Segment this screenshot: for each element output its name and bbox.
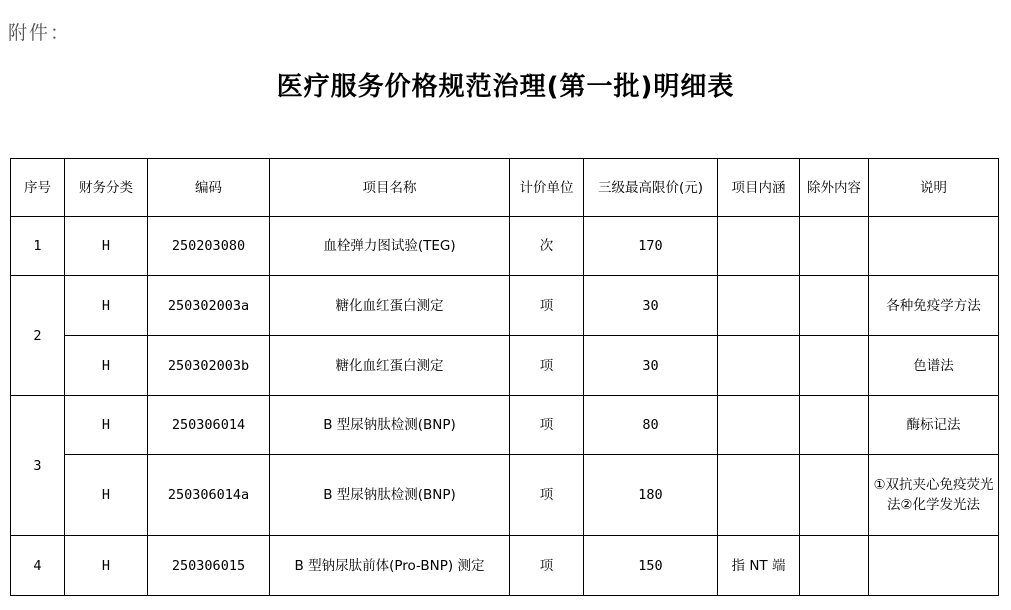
cell-exclusion	[800, 536, 869, 596]
cell-name: B 型尿钠肽检测(BNP)	[270, 396, 510, 455]
cell-category: H	[65, 536, 148, 596]
cell-note: 色谱法	[869, 336, 999, 396]
cell-exclusion	[800, 276, 869, 336]
cell-unit: 次	[510, 217, 584, 276]
cell-exclusion	[800, 217, 869, 276]
cell-code: 250203080	[148, 217, 270, 276]
header-connotation: 项目内涵	[718, 159, 800, 217]
cell-code: 250306014	[148, 396, 270, 455]
header-category: 财务分类	[65, 159, 148, 217]
cell-price: 150	[584, 536, 718, 596]
cell-name: B 型尿钠肽检测(BNP)	[270, 455, 510, 536]
header-seq: 序号	[11, 159, 65, 217]
cell-name: 糖化血红蛋白测定	[270, 336, 510, 396]
cell-note	[869, 536, 999, 596]
cell-category: H	[65, 455, 148, 536]
cell-name: 血栓弹力图试验(TEG)	[270, 217, 510, 276]
cell-unit: 项	[510, 276, 584, 336]
table-row	[11, 536, 999, 596]
cell-category: H	[65, 276, 148, 336]
cell-seq: 3	[11, 396, 65, 536]
annex-label: 附件：	[8, 22, 72, 44]
header-name: 项目名称	[270, 159, 510, 217]
cell-connotation	[718, 217, 800, 276]
table-row	[11, 217, 999, 276]
cell-unit: 项	[510, 536, 584, 596]
header-code: 编码	[148, 159, 270, 217]
cell-category: H	[65, 396, 148, 455]
cell-price: 80	[584, 396, 718, 455]
cell-code: 250302003a	[148, 276, 270, 336]
table-row	[11, 276, 999, 336]
cell-connotation	[718, 336, 800, 396]
document-title: 医疗服务价格规范治理(第一批)明细表	[276, 72, 735, 102]
cell-connotation	[718, 396, 800, 455]
cell-code: 250306015	[148, 536, 270, 596]
cell-exclusion	[800, 396, 869, 455]
cell-seq: 2	[11, 276, 65, 396]
header-note: 说明	[869, 159, 999, 217]
cell-price: 30	[584, 336, 718, 396]
cell-seq: 1	[11, 217, 65, 276]
cell-note: ①双抗夹心免疫荧光法②化学发光法	[869, 455, 999, 536]
header-unit: 计价单位	[510, 159, 584, 217]
cell-name: B 型钠尿肽前体(Pro-BNP) 测定	[270, 536, 510, 596]
header-exclusion: 除外内容	[800, 159, 869, 217]
table-row	[11, 396, 999, 455]
cell-name: 糖化血红蛋白测定	[270, 276, 510, 336]
cell-connotation	[718, 455, 800, 536]
cell-unit: 项	[510, 396, 584, 455]
cell-category: H	[65, 217, 148, 276]
cell-code: 250302003b	[148, 336, 270, 396]
table-header-row	[11, 159, 999, 217]
cell-note	[869, 217, 999, 276]
cell-seq: 4	[11, 536, 65, 596]
cell-unit: 项	[510, 455, 584, 536]
cell-code: 250306014a	[148, 455, 270, 536]
table-row	[11, 455, 999, 536]
cell-note: 各种免疫学方法	[869, 276, 999, 336]
header-price: 三级最高限价(元)	[584, 159, 718, 217]
table-row	[11, 336, 999, 396]
cell-unit: 项	[510, 336, 584, 396]
cell-exclusion	[800, 336, 869, 396]
cell-price: 180	[584, 455, 718, 536]
cell-price: 170	[584, 217, 718, 276]
cell-note: 酶标记法	[869, 396, 999, 455]
cell-exclusion	[800, 455, 869, 536]
cell-connotation	[718, 276, 800, 336]
pricing-table	[10, 158, 999, 596]
cell-connotation: 指 NT 端	[718, 536, 800, 596]
cell-price: 30	[584, 276, 718, 336]
cell-category: H	[65, 336, 148, 396]
